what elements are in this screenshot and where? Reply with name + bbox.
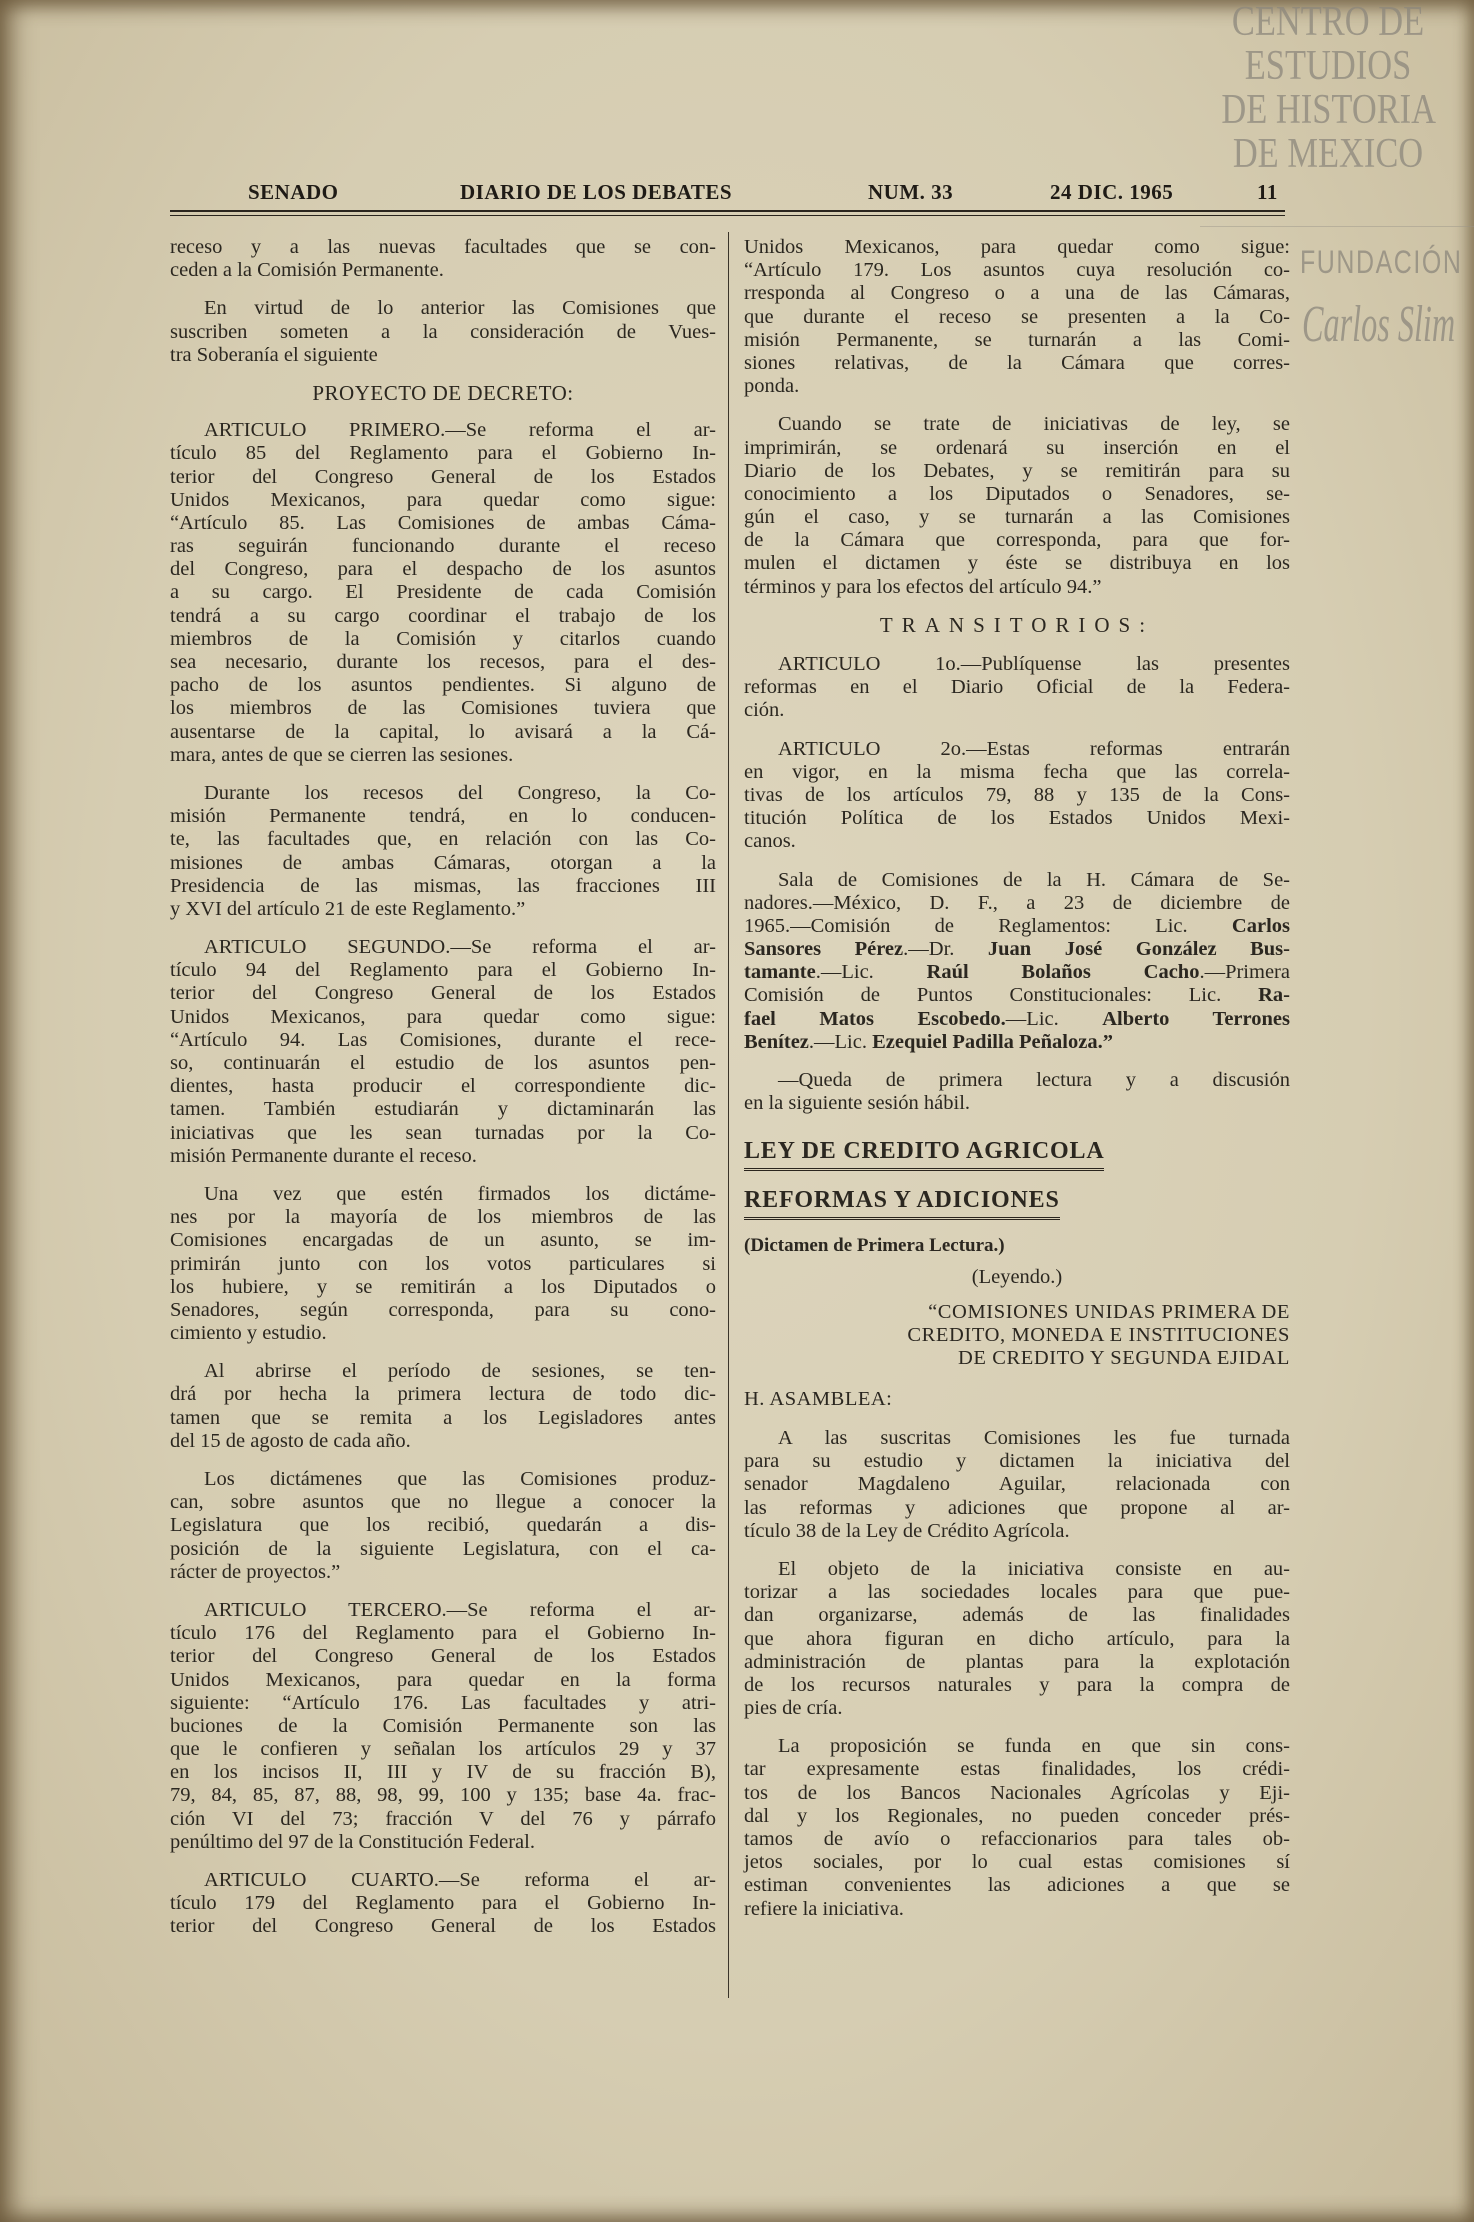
text-line (744, 984, 1290, 1007)
text-line: y XVI del artículo 21 de este Reglamento.” (170, 897, 526, 920)
text-line: Legislatura que los recibió, quedarán a dis- (170, 1514, 716, 1537)
text-line: siguiente: “Artículo 176. Las facultades y atri- (170, 1691, 716, 1714)
signatory-name: Sansores Pérez (744, 938, 904, 961)
text-line: imprimirán, se ordenará su inserción en el (744, 436, 1290, 459)
law-title: REFORMAS Y ADICIONES (744, 1185, 1060, 1220)
text-line: en los incisos II, III y IV de su fracción B), (170, 1761, 716, 1784)
signatory-name: Alberto Terrones (1102, 1007, 1290, 1030)
header-page-number: 11 (1257, 180, 1278, 204)
reading-note: (Leyendo.) (971, 1265, 1063, 1288)
text-segment: .—Primera (1199, 961, 1290, 984)
text-line: ceden a la Comisión Permanente. (170, 259, 444, 282)
text-line: Sala de Comisiones de la H. Cámara de Se- (778, 868, 1290, 891)
text-line: Cuando se trate de iniciativas de ley, se (778, 413, 1290, 436)
text-line: ponda. (744, 375, 800, 398)
text-line: Al abrirse el período de sesiones, se ten- (204, 1360, 716, 1383)
signatory-name: Raúl Bolaños Cacho (926, 961, 1200, 984)
paragraph (744, 869, 1290, 1055)
text-line: so, continuarán el estudio de los asuntos pen- (170, 1052, 716, 1075)
text-line: tículo 94 del Reglamento para el Gobierno In- (170, 959, 716, 982)
text-line: El objeto de la iniciativa consiste en au- (778, 1557, 1290, 1580)
text-line: que ahora figuran en dicho artículo, para la (744, 1627, 1290, 1650)
text-line: ausentarse de la capital, lo avisará a la Cá- (170, 720, 716, 743)
paragraph (170, 236, 716, 282)
text-line: a su cargo. El Presidente de cada Comisión (170, 581, 716, 604)
text-line: pacho de los asuntos pendientes. Si alguno de (170, 674, 716, 697)
text-line: terior del Congreso General de los Estados (170, 465, 716, 488)
signatory-name: Juan José González Bus- (987, 938, 1290, 961)
text-segment: .—Lic. (808, 1030, 873, 1053)
text-line: ARTICULO PRIMERO.—Se reforma el ar- (204, 419, 716, 442)
text-line: tamen que se remita a los Legisladores antes (170, 1406, 716, 1429)
text-line: senador Magdaleno Aguilar, relacionada con (744, 1473, 1290, 1496)
text-line (744, 1008, 1290, 1031)
text-line: titución Política de los Estados Unidos Mexi- (744, 807, 1290, 830)
text-line: tículo 38 de la Ley de Crédito Agrícola. (744, 1519, 1070, 1542)
paragraph (170, 297, 716, 367)
text-line: nes por la mayoría de los miembros de las (170, 1206, 716, 1229)
text-line: mara, antes de que se cierren las sesiones. (170, 743, 514, 766)
text-line (744, 961, 1290, 984)
section-heading: PROYECTO DE DECRETO: (312, 380, 574, 405)
text-line: te, las facultades que, en relación con las Co- (170, 828, 716, 851)
text-line: mulen el dictamen y éste se distribuya en los (744, 552, 1290, 575)
text-line: jetos sociales, por lo cual estas comisiones sí (744, 1851, 1290, 1874)
header-chamber: SENADO (248, 180, 339, 204)
text-line: receso y a las nuevas facultades que se con- (170, 236, 716, 258)
text-line: Unidos Mexicanos, para quedar en la forma (170, 1668, 716, 1691)
paragraph (744, 738, 1290, 854)
law-title-wrapper (744, 1130, 1290, 1179)
text-segment: .—Dr. (903, 938, 988, 961)
text-line: En virtud de lo anterior las Comisiones que (204, 297, 716, 320)
header-publication: DIARIO DE LOS DEBATES (460, 180, 733, 204)
text-line: ARTICULO TERCERO.—Se reforma el ar- (204, 1598, 716, 1621)
text-line: términos y para los efectos del artículo 94.” (744, 575, 1102, 598)
paragraph (170, 782, 716, 921)
text-line: de los recursos naturales y para la compra de (744, 1673, 1290, 1696)
text-line: tículo 85 del Reglamento para el Gobierno In- (170, 442, 716, 465)
text-line: dan organizarse, además de las finalidades (744, 1604, 1290, 1627)
paragraph (744, 1735, 1290, 1921)
law-title-wrapper (744, 1179, 1290, 1228)
watermark-line: CENTRO DE (1231, 0, 1425, 45)
text-line: Una vez que estén firmados los dictáme- (204, 1182, 716, 1205)
text-line: “Artículo 85. Las Comisiones de ambas Cáma- (170, 511, 716, 534)
text-line: del 15 de agosto de cada año. (170, 1429, 411, 1452)
header-date: 24 DIC. 1965 (1050, 180, 1174, 204)
text-line: ARTICULO 2o.—Estas reformas entrarán (778, 737, 1290, 760)
text-line (744, 938, 1290, 961)
text-segment: Comisión de Puntos Constitucionales: Lic. (744, 984, 1259, 1007)
text-line: suscriben someten a la consideración de Vues- (170, 320, 716, 343)
paragraph (744, 653, 1290, 723)
text-line: ción VI del 73; fracción V del 76 y párrafo (170, 1807, 716, 1830)
text-segment: 1965.—Comisión de Reglamentos: Lic. (744, 914, 1232, 937)
paragraph (170, 419, 716, 767)
text-line: que durante el receso se presenten a la Co- (744, 305, 1290, 328)
text-line: tamen. También estudiarán y dictaminarán las (170, 1098, 716, 1121)
header-rule (170, 210, 1285, 216)
text-line: estiman convenientes las adiciones a que se (744, 1874, 1290, 1897)
section-heading: TRANSITORIOS: (879, 612, 1155, 637)
text-line: en la siguiente sesión hábil. (744, 1092, 971, 1115)
text-line: La proposición se funda en que sin cons- (778, 1735, 1290, 1758)
text-line: refiere la iniciativa. (744, 1897, 904, 1920)
text-line: rresponda al Congreso o a una de las Cámaras, (744, 282, 1290, 305)
text-line: Unidos Mexicanos, para quedar como sigue: (744, 236, 1290, 258)
text-line: A las suscritas Comisiones les fue turnada (778, 1427, 1290, 1449)
text-line: del Congreso, para el despacho de los asuntos (170, 558, 716, 581)
salutation: H. ASAMBLEA: (744, 1387, 893, 1410)
text-line: Senadores, según corresponda, para su cono- (170, 1298, 716, 1321)
paragraph (744, 1069, 1290, 1115)
text-line: ARTICULO CUARTO.—Se reforma el ar- (204, 1869, 716, 1892)
text-line: torizar a las sociedades locales para que pue- (744, 1581, 1290, 1604)
paragraph (744, 1427, 1290, 1543)
text-line: sea necesario, durante los recesos, para el des- (170, 651, 716, 674)
text-line: pies de cría. (744, 1697, 843, 1720)
text-line: ras seguirán funcionando durante el receso (170, 535, 716, 558)
paragraph (170, 936, 716, 1168)
signatory-name: Benítez (744, 1030, 809, 1053)
text-line: Presidencia de las mismas, las fracciones III (170, 874, 716, 897)
text-line: Durante los recesos del Congreso, la Co- (204, 781, 716, 804)
text-line: Comisiones encargadas de un asunto, se im- (170, 1229, 716, 1252)
text-line: nadores.—México, D. F., a 23 de diciembre de (744, 891, 1290, 914)
text-line: rácter de proyectos.” (170, 1560, 341, 1583)
text-line: misión Permanente, se turnarán a las Comi- (744, 328, 1290, 351)
text-line: tículo 179 del Reglamento para el Gobierno In- (170, 1892, 716, 1915)
text-line: que le confieren y señalan los artículos 29 y 37 (170, 1738, 716, 1761)
header-number: NUM. 33 (868, 180, 954, 204)
text-line: misiones de ambas Cámaras, otorgan a la (170, 851, 716, 874)
text-line: dal y los Regionales, no pueden conceder prés- (744, 1804, 1290, 1827)
signatory-name: tamante (744, 961, 816, 984)
text-line: tivas de los artículos 79, 88 y 135 de la Cons- (744, 783, 1290, 806)
text-line: drá por hecha la primera lectura de todo dic- (170, 1383, 716, 1406)
text-line: ARTICULO SEGUNDO.—Se reforma el ar- (204, 936, 716, 959)
paragraph (744, 236, 1290, 398)
text-line: terior del Congreso General de los Estados (170, 1645, 716, 1668)
text-line: —Queda de primera lectura y a discusión (778, 1069, 1290, 1092)
text-line: “Artículo 179. Los asuntos cuya resolución co- (744, 259, 1290, 282)
paragraph (170, 1183, 716, 1345)
text-line: de la Cámara que corresponda, para que for- (744, 529, 1290, 552)
law-subtitle: (Dictamen de Primera Lectura.) (744, 1235, 1005, 1257)
text-line: Unidos Mexicanos, para quedar como sigue: (170, 1005, 716, 1028)
signatory-name: fael Matos Escobedo. (744, 1007, 1006, 1030)
text-line: gún el caso, y se turnarán a las Comisiones (744, 506, 1290, 529)
text-line: reformas en el Diario Oficial de la Federa- (744, 676, 1290, 699)
committee-heading-line: DE CREDITO Y SEGUNDA EJIDAL (957, 1346, 1290, 1369)
paragraph (170, 1869, 716, 1939)
text-line: can, sobre asuntos que no llegue a conocer la (170, 1491, 716, 1514)
watermark-foundation: FUNDACIÓN (1300, 244, 1463, 280)
text-line: ción. (744, 699, 785, 722)
text-line: tra Soberanía el siguiente (170, 343, 378, 366)
text-segment: .—Lic. (815, 961, 927, 984)
text-line: misión Permanente durante el receso. (170, 1144, 477, 1167)
text-line: misión Permanente tendrá, en lo conducen- (170, 805, 716, 828)
text-line: cimiento y estudio. (170, 1322, 327, 1345)
text-line: tendrá a su cargo coordinar el trabajo de los (170, 604, 716, 627)
text-line: dientes, hasta producir el correspondiente dic- (170, 1075, 716, 1098)
text-line: terior del Congreso General de los Estados (170, 982, 716, 1005)
text-line: conocimiento a los Diputados o Senadores, se- (744, 482, 1290, 505)
paragraph (170, 1599, 716, 1854)
text-line: posición de la siguiente Legislatura, con el ca- (170, 1537, 716, 1560)
watermark-line: ESTUDIOS (1244, 43, 1412, 89)
paragraph (744, 413, 1290, 599)
column-divider (728, 232, 729, 1998)
watermark-rule (1200, 226, 1474, 227)
text-line: canos. (744, 830, 796, 853)
text-line: Diario de los Debates, y se remitirán para su (744, 459, 1290, 482)
text-line (744, 915, 1290, 938)
right-column (744, 236, 1290, 1936)
text-line: terior del Congreso General de los Estados (170, 1915, 716, 1938)
watermark-line: DE MEXICO (1232, 131, 1424, 177)
text-line (744, 1031, 1290, 1054)
text-line: para su estudio y dictamen la iniciativa del (744, 1450, 1290, 1473)
committee-heading (744, 1301, 1290, 1370)
text-line: las reformas y adiciones que propone al ar- (744, 1496, 1290, 1519)
signatory-name: Ra- (1258, 984, 1290, 1007)
paragraph (170, 1360, 716, 1453)
text-line: buciones de la Comisión Permanente son las (170, 1714, 716, 1737)
text-line: siones relativas, de la Cámara que corres- (744, 351, 1290, 374)
text-line: iniciativas que les sean turnadas por la Co- (170, 1121, 716, 1144)
law-title: LEY DE CREDITO AGRICOLA (744, 1136, 1104, 1171)
text-line: tar expresamente estas finalidades, los crédi- (744, 1758, 1290, 1781)
text-line: los miembros de las Comisiones tuviera que (170, 697, 716, 720)
text-line: Los dictámenes que las Comisiones produz- (204, 1468, 716, 1491)
text-line: miembros de la Comisión y citarlos cuando (170, 627, 716, 650)
committee-heading-line: CREDITO, MONEDA E INSTITUCIONES (907, 1323, 1290, 1346)
text-line: tículo 176 del Reglamento para el Gobierno In- (170, 1622, 716, 1645)
text-line: tos de los Bancos Nacionales Agrícolas y Eji- (744, 1781, 1290, 1804)
committee-heading-line: “COMISIONES UNIDAS PRIMERA DE (928, 1300, 1290, 1323)
text-line: los hubiere, y se remitirán a los Diputados o (170, 1275, 716, 1298)
text-line: Unidos Mexicanos, para quedar como sigue: (170, 488, 716, 511)
paragraph (170, 1468, 716, 1584)
paragraph (744, 1558, 1290, 1720)
text-line: administración de plantas para la explotación (744, 1650, 1290, 1673)
signatory-name: Ezequiel Padilla Peñaloza.” (872, 1030, 1113, 1053)
text-line: en vigor, en la misma fecha que las correla- (744, 760, 1290, 783)
text-line: 79, 84, 85, 87, 88, 98, 99, 100 y 135; base 4a. frac- (170, 1784, 716, 1807)
left-column (170, 236, 716, 1954)
text-line: tamos de avío o refaccionarios para tales ob- (744, 1828, 1290, 1850)
watermark-line: DE HISTORIA (1221, 87, 1437, 133)
text-line: “Artículo 94. Las Comisiones, durante el rece- (170, 1028, 716, 1051)
text-segment: —Lic. (1005, 1007, 1103, 1030)
watermark-signature: Carlos Slim (1302, 296, 1456, 353)
text-line: penúltimo del 97 de la Constitución Federal. (170, 1830, 535, 1853)
text-line: ARTICULO 1o.—Publíquense las presentes (778, 653, 1290, 676)
signatory-name: Carlos (1231, 914, 1290, 937)
text-line: primirán junto con los votos particulares si (170, 1252, 716, 1275)
